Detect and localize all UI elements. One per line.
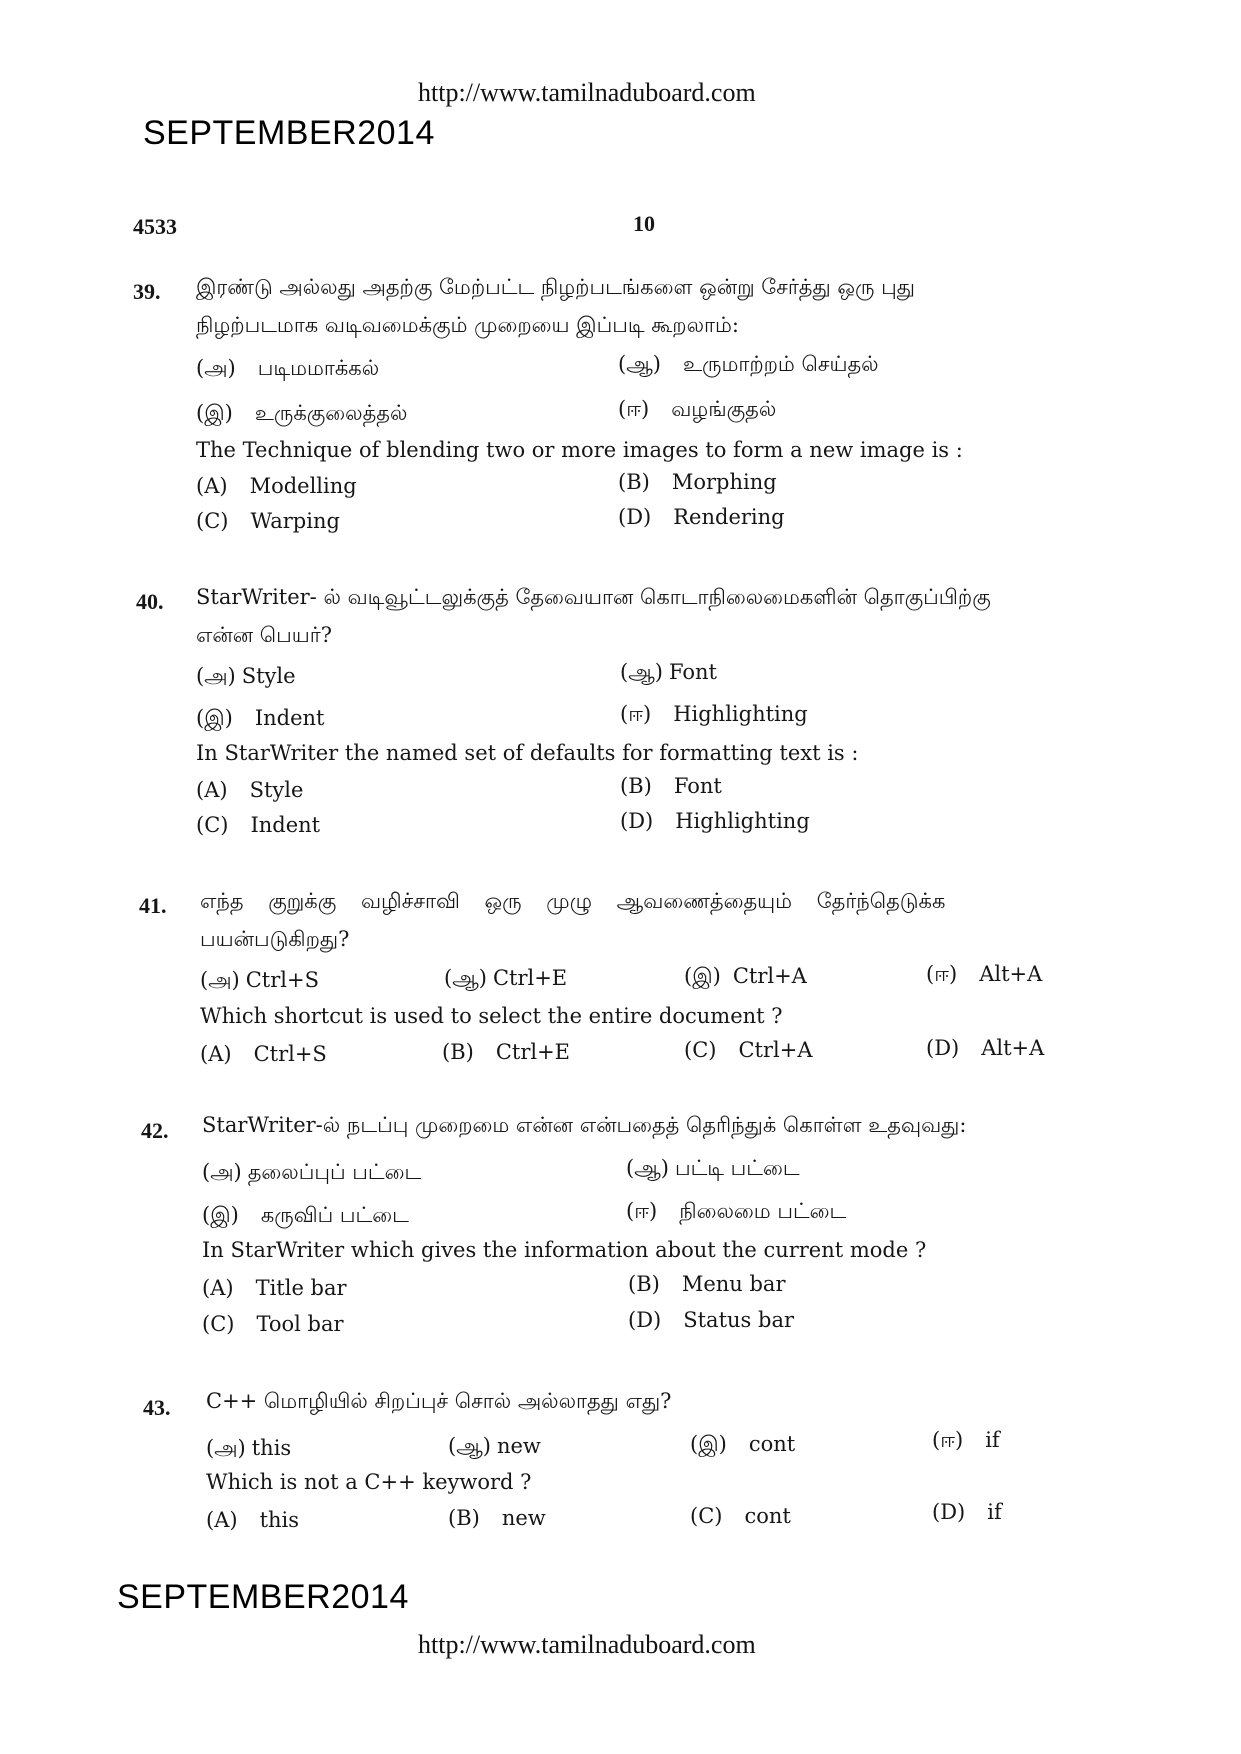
footer-url[interactable]: http://www.tamilnaduboard.com <box>418 1630 756 1659</box>
option-text: கருவிப் பட்டை <box>260 1203 409 1227</box>
option-marker: (ஈ) <box>932 1428 964 1452</box>
paper-code: 4533 <box>133 214 177 239</box>
option-text: new <box>496 1434 541 1458</box>
option-marker: (D) <box>618 505 652 529</box>
option-text: cont <box>744 1504 791 1528</box>
tamil-question-line: நிழற்படமாக வடிவமைக்கும் முறையை இப்படி கூறலாம்: <box>196 313 739 337</box>
tamil-option-b <box>626 1156 800 1183</box>
option-text: உருக்குலைத்தல் <box>254 401 408 425</box>
tamil-option-c <box>196 706 324 733</box>
tamil-option-a <box>196 664 296 691</box>
english-question: In StarWriter which gives the information about the current mode ? <box>202 1238 927 1262</box>
option-text: Ctrl+S <box>245 968 319 992</box>
option-marker: (D) <box>620 809 654 833</box>
option-marker: (அ) <box>196 356 236 380</box>
option-marker: (B) <box>620 774 652 798</box>
option-text: Ctrl+A <box>738 1038 813 1062</box>
option-marker: (B) <box>628 1272 660 1296</box>
english-option-c <box>196 813 320 837</box>
english-question: The Technique of blending two or more images to form a new image is : <box>196 438 963 462</box>
tamil-option-c <box>202 1203 409 1230</box>
english-option-d <box>618 505 785 529</box>
question-number: 43. <box>143 1395 171 1420</box>
option-text: Warping <box>250 509 340 533</box>
option-text: Highlighting <box>673 702 808 726</box>
english-option-a <box>200 1042 327 1066</box>
tamil-option-d <box>626 1199 846 1226</box>
question-number: 39. <box>133 279 161 304</box>
english-option-c <box>196 509 340 533</box>
option-marker: (அ) <box>196 664 236 688</box>
english-option-a <box>196 778 303 802</box>
english-option-b <box>620 774 722 798</box>
option-text: this <box>259 1508 300 1532</box>
option-marker: (இ) <box>202 1203 239 1227</box>
tamil-question-line: StarWriter- ல் வடிவூட்டலுக்குத் தேவையான கொடாநிலைமைகளின் தொகுப்பிற்கு <box>196 585 991 609</box>
tamil-question-line: என்ன பெயர்? <box>196 623 332 647</box>
option-marker: (C) <box>196 509 229 533</box>
english-option-d <box>628 1308 794 1332</box>
option-marker: (C) <box>196 813 229 837</box>
option-text: this <box>251 1436 292 1460</box>
option-marker: (அ) <box>202 1160 242 1184</box>
tamil-option-a <box>206 1436 291 1463</box>
option-marker: (இ) <box>690 1432 727 1456</box>
option-text: Status bar <box>683 1308 794 1332</box>
tamil-option-c <box>690 1432 795 1459</box>
option-marker: (C) <box>684 1038 717 1062</box>
tamil-question-line: எந்த குறுக்கு வழிச்சாவி ஒரு முழு ஆவணைத்தையும் தேர்ந்தெடுக்க <box>200 889 946 913</box>
option-marker: (A) <box>200 1042 232 1066</box>
option-text: Style <box>241 664 296 688</box>
option-marker: (A) <box>206 1508 238 1532</box>
bottom-stamp: SEPTEMBER2014 <box>117 1578 409 1616</box>
tamil-option-c <box>196 401 407 428</box>
english-question: Which is not a C++ keyword ? <box>206 1470 532 1494</box>
tamil-question-line: StarWriter-ல் நடப்பு முறைமை என்ன என்பதைத் தெரிந்துக் கொள்ள உதவுவது: <box>202 1113 967 1137</box>
option-marker: (B) <box>448 1506 480 1530</box>
option-marker: (D) <box>628 1308 662 1332</box>
option-marker: (C) <box>690 1504 723 1528</box>
option-text: நிலைமை பட்டை <box>679 1199 847 1223</box>
option-marker: (B) <box>442 1040 474 1064</box>
option-text: cont <box>748 1432 796 1456</box>
option-marker: (ஆ) <box>448 1434 491 1458</box>
tamil-option-a <box>200 968 319 995</box>
page-number: 10 <box>633 211 655 236</box>
tamil-option-a <box>202 1160 421 1187</box>
option-marker: (A) <box>202 1276 234 1300</box>
tamil-option-d <box>618 397 776 424</box>
option-marker: (B) <box>618 470 650 494</box>
option-marker: (C) <box>202 1312 235 1336</box>
english-option-b <box>618 470 777 494</box>
tamil-option-c <box>684 964 807 991</box>
option-marker: (ஈ) <box>618 397 650 421</box>
header-url[interactable]: http://www.tamilnaduboard.com <box>418 78 756 107</box>
option-text: Tool bar <box>256 1312 344 1336</box>
option-marker: (A) <box>196 778 228 802</box>
english-option-d <box>620 809 810 833</box>
english-option-a <box>206 1508 299 1532</box>
option-text: Title bar <box>255 1276 347 1300</box>
option-marker: (அ) <box>206 1436 246 1460</box>
option-text: if <box>987 1500 1002 1524</box>
option-marker: (ஆ) <box>618 352 661 376</box>
option-text: பட்டி பட்டை <box>674 1156 800 1180</box>
option-text: Ctrl+S <box>253 1042 327 1066</box>
option-marker: (A) <box>196 474 228 498</box>
option-text: Alt+A <box>981 1036 1045 1060</box>
option-text: Ctrl+E <box>495 1040 571 1064</box>
english-option-c <box>690 1504 791 1528</box>
tamil-question-line: C++ மொழியில் சிறப்புச் சொல் அல்லாதது எது? <box>206 1389 672 1413</box>
option-marker: (ஆ) <box>620 660 663 684</box>
tamil-option-b <box>448 1434 541 1461</box>
option-text: Font <box>673 774 722 798</box>
option-marker: (ஈ) <box>626 1199 658 1223</box>
option-marker: (அ) <box>200 968 240 992</box>
english-option-d <box>926 1036 1044 1060</box>
tamil-option-d <box>620 702 808 729</box>
option-marker: (இ) <box>196 401 233 425</box>
option-text: Modelling <box>249 474 357 498</box>
option-text: Indent <box>254 706 325 730</box>
option-text: Font <box>668 660 717 684</box>
english-option-b <box>442 1040 570 1064</box>
tamil-option-d <box>932 1428 1000 1455</box>
option-text: Ctrl+E <box>492 966 568 990</box>
english-option-a <box>196 474 357 498</box>
english-question: Which shortcut is used to select the entire document ? <box>200 1004 783 1028</box>
english-question: In StarWriter the named set of defaults for formatting text is : <box>196 741 859 765</box>
question-number: 41. <box>139 893 167 918</box>
top-stamp: SEPTEMBER2014 <box>143 114 435 152</box>
english-option-c <box>684 1038 813 1062</box>
option-text: Alt+A <box>979 962 1043 986</box>
option-text: Rendering <box>673 505 785 529</box>
option-text: Indent <box>250 813 321 837</box>
option-text: new <box>501 1506 546 1530</box>
option-text: படிமமாக்கல் <box>257 356 380 380</box>
option-text: தலைப்புப் பட்டை <box>247 1160 422 1184</box>
option-text: Highlighting <box>675 809 810 833</box>
english-option-c <box>202 1312 344 1336</box>
tamil-option-b <box>618 352 879 379</box>
english-option-b <box>448 1506 546 1530</box>
question-number: 42. <box>141 1118 169 1143</box>
tamil-question-line: இரண்டு அல்லது அதற்கு மேற்பட்ட நிழற்படங்களை ஒன்று சேர்த்து ஒரு புது <box>196 275 915 299</box>
option-marker: (இ) <box>196 706 233 730</box>
option-marker: (D) <box>932 1500 966 1524</box>
tamil-option-b <box>620 660 717 687</box>
option-text: Menu bar <box>681 1272 786 1296</box>
english-option-d <box>932 1500 1002 1524</box>
question-number: 40. <box>136 589 164 614</box>
tamil-option-b <box>444 966 567 993</box>
option-text: வழங்குதல் <box>671 397 777 421</box>
english-option-a <box>202 1276 347 1300</box>
tamil-option-d <box>926 962 1042 989</box>
option-text: Ctrl+A <box>732 964 807 988</box>
option-text: Morphing <box>671 470 777 494</box>
option-text: Style <box>249 778 304 802</box>
option-marker: (ஈ) <box>926 962 958 986</box>
tamil-option-a <box>196 356 379 383</box>
option-marker: (ஆ) <box>626 1156 669 1180</box>
option-marker: (இ) <box>684 964 721 988</box>
option-marker: (ஈ) <box>620 702 652 726</box>
english-option-b <box>628 1272 786 1296</box>
option-text: உருமாற்றம் செய்தல் <box>682 352 879 376</box>
option-marker: (D) <box>926 1036 960 1060</box>
tamil-question-line: பயன்படுகிறது? <box>200 927 350 951</box>
option-marker: (ஆ) <box>444 966 487 990</box>
option-text: if <box>985 1428 1000 1452</box>
